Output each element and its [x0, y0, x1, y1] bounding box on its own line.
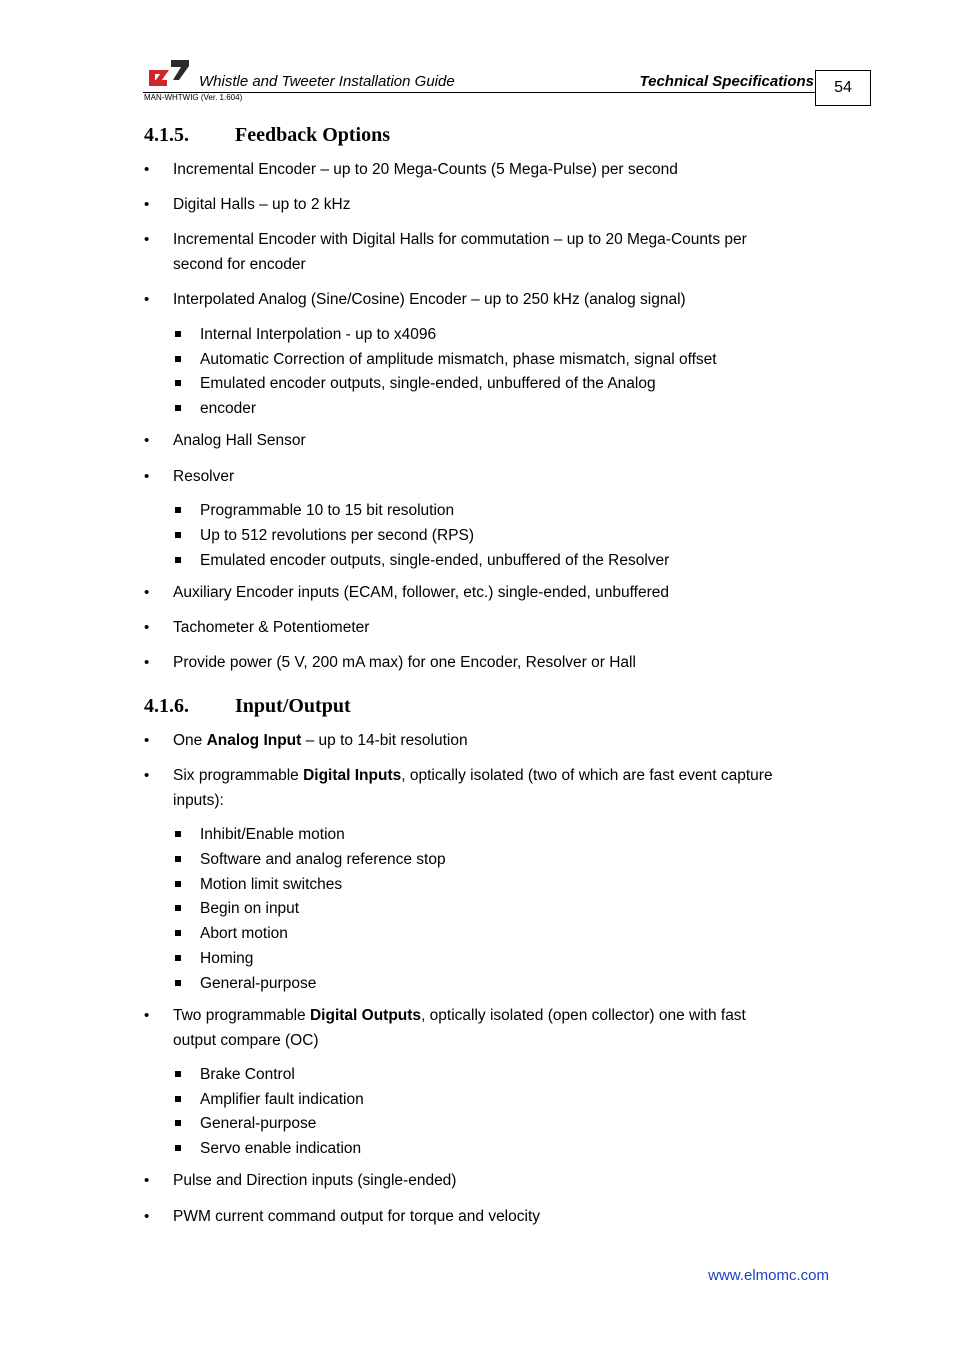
sub-list-item: Inhibit/Enable motion: [200, 822, 345, 847]
list-item: • Interpolated Analog (Sine/Cosine) Encoder – up to 250 kHz (analog signal): [173, 287, 686, 312]
heading-feedback-options: [144, 124, 390, 147]
page-number: 54: [815, 70, 871, 106]
text: – up to 14-bit resolution: [301, 732, 468, 749]
sub-list-item: Begin on input: [200, 896, 299, 921]
sub-list-item: General-purpose: [200, 1111, 316, 1136]
sub-list-item: General-purpose: [200, 971, 316, 996]
list-item: • Provide power (5 V, 200 mA max) for one Encoder, Resolver or Hall: [173, 650, 636, 675]
list-item-analog-input: [173, 728, 468, 753]
text: Two programmable: [173, 1007, 310, 1024]
doc-title: Whistle and Tweeter Installation Guide: [199, 73, 455, 90]
list-item-continuation: inputs):: [173, 792, 224, 809]
sub-list-item: Internal Interpolation - up to x4096: [200, 322, 436, 347]
heading-number: 4.1.6.: [144, 695, 189, 717]
list-item: • PWM current command output for torque and velocity: [173, 1204, 540, 1229]
page-header: [143, 56, 871, 106]
elmo-logo-icon: [149, 58, 191, 86]
sub-list-item: Motion limit switches: [200, 872, 342, 897]
list-item-continuation: second for encoder: [173, 256, 306, 273]
version-label: MAN-WHTWIG (Ver. 1.604): [144, 93, 243, 102]
header-rule: [143, 92, 815, 93]
footer-website-link[interactable]: www.elmomc.com: [708, 1267, 829, 1284]
heading-input-output: [144, 695, 351, 718]
bold-text: Analog Input: [206, 732, 302, 749]
heading-number: 4.1.5.: [144, 124, 189, 146]
sub-list-item: Emulated encoder outputs, single-ended, unbuffered of the Analog: [200, 371, 656, 396]
list-item: • Digital Halls – up to 2 kHz: [173, 192, 350, 217]
list-item-continuation: output compare (OC): [173, 1032, 319, 1049]
sub-list-item: Servo enable indication: [200, 1136, 361, 1161]
list-item: • Resolver: [173, 464, 234, 489]
sub-list-item: Abort motion: [200, 921, 288, 946]
list-item-digital-inputs: [173, 763, 773, 788]
heading-text: Feedback Options: [235, 124, 391, 146]
bold-text: Digital Inputs: [303, 767, 402, 784]
sub-list-item: Emulated encoder outputs, single-ended, unbuffered of the Resolver: [200, 548, 669, 573]
list-item: • Auxiliary Encoder inputs (ECAM, follower, etc.) single-ended, unbuffered: [173, 580, 669, 605]
text: , optically isolated (two of which are fast event capture: [401, 767, 773, 784]
sub-list-item: Programmable 10 to 15 bit resolution: [200, 498, 454, 523]
sub-list-item: Up to 512 revolutions per second (RPS): [200, 523, 474, 548]
sub-list-item: Software and analog reference stop: [200, 847, 446, 872]
sub-list-item: Automatic Correction of amplitude mismatch, phase mismatch, signal offset: [200, 347, 717, 372]
section-title: Technical Specifications: [639, 73, 814, 90]
sub-list-item: Homing: [200, 946, 253, 971]
list-item: • Incremental Encoder with Digital Halls for commutation – up to 20 Mega-Counts per: [173, 227, 747, 252]
text: Six programmable: [173, 767, 304, 784]
list-item: • Incremental Encoder – up to 20 Mega-Counts (5 Mega-Pulse) per second: [173, 157, 678, 182]
list-item: • Tachometer & Potentiometer: [173, 615, 369, 640]
list-item: • Analog Hall Sensor: [173, 428, 306, 453]
list-item: • Pulse and Direction inputs (single-ended): [173, 1168, 456, 1193]
text: , optically isolated (open collector) one with fast: [421, 1007, 746, 1024]
bold-text: Digital Outputs: [309, 1007, 422, 1024]
heading-text: Input/Output: [235, 695, 351, 717]
sub-list-item: encoder: [200, 396, 256, 421]
sub-list-item: Amplifier fault indication: [200, 1087, 364, 1112]
text: One: [173, 732, 207, 749]
sub-list-item: Brake Control: [200, 1062, 295, 1087]
list-item-digital-outputs: [173, 1003, 746, 1028]
